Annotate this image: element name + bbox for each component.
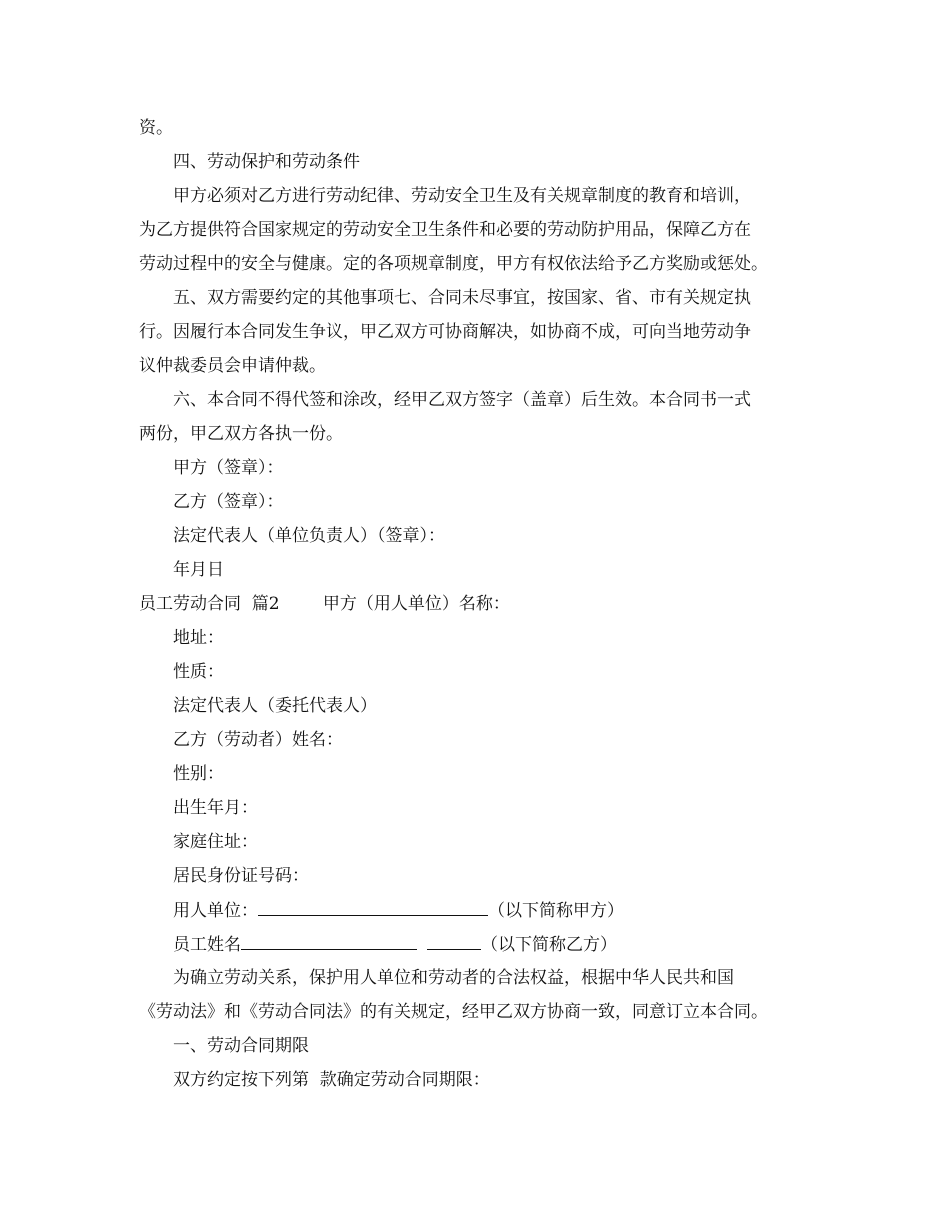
employee-fill-line [139, 927, 821, 961]
field-legal-rep: 法定代表人（委托代表人） [173, 696, 377, 716]
signature-party-b: 乙方（签章）： [173, 492, 284, 512]
employee-label: 员工姓名 [173, 935, 241, 955]
paragraph-line: 劳动过程中的安全与健康。定的各项规章制度，甲方有权依法给予乙方奖励或惩处。 [139, 254, 768, 274]
employee-blank-1[interactable] [241, 927, 417, 950]
signature-legal-rep: 法定代表人（单位负责人）（签章）： [173, 526, 445, 546]
field-employee-name: 乙方（劳动者）姓名： [173, 730, 343, 750]
section-heading: 四、劳动保护和劳动条件 [173, 152, 360, 172]
field-address: 地址： [173, 628, 224, 648]
contract-body [139, 111, 821, 1097]
paragraph-line: 五、双方需要约定的其他事项七、合同未尽事宜，按国家、省、市有关规定执 [173, 288, 751, 308]
field-birth: 出生年月： [173, 798, 258, 818]
paragraph-line: 两份，甲乙双方各执一份。 [139, 424, 343, 444]
field-nature: 性质： [173, 662, 224, 682]
employer-fill-line [139, 893, 821, 927]
paragraph-line: 双方约定按下列第 款确定劳动合同期限： [173, 1070, 490, 1090]
paragraph-line: 为确立劳动关系，保护用人单位和劳动者的合法权益，根据中华人民共和国 [173, 968, 734, 988]
employee-blank-2[interactable] [427, 927, 481, 950]
field-gender: 性别： [173, 764, 224, 784]
employer-blank[interactable] [258, 893, 488, 916]
signature-date: 年月日 [173, 560, 224, 580]
employer-suffix: （以下简称甲方） [488, 901, 624, 921]
contract-2-heading: 员工劳动合同 篇2 甲方（用人单位）名称： [139, 594, 510, 614]
paragraph-line: 《劳动法》和《劳动合同法》的有关规定，经甲乙双方协商一致，同意订立本合同。 [139, 1002, 768, 1022]
paragraph-line: 议仲裁委员会申请仲裁。 [139, 356, 326, 376]
employer-label: 用人单位： [173, 901, 258, 921]
paragraph-line: 行。因履行本合同发生争议，甲乙双方可协商解决，如协商不成，可向当地劳动争 [139, 322, 751, 342]
paragraph-line: 为乙方提供符合国家规定的劳动安全卫生条件和必要的劳动防护用品，保障乙方在 [139, 220, 751, 240]
paragraph-line: 甲方必须对乙方进行劳动纪律、劳动安全卫生及有关规章制度的教育和培训， [173, 186, 751, 206]
employee-suffix: （以下简称乙方） [481, 935, 617, 955]
text-line: 资。 [139, 118, 173, 138]
signature-party-a: 甲方（签章）： [173, 458, 284, 478]
field-home-address: 家庭住址： [173, 832, 258, 852]
field-id-number: 居民身份证号码： [173, 866, 309, 886]
paragraph-line: 六、本合同不得代签和涂改，经甲乙双方签字（盖章）后生效。本合同书一式 [173, 390, 751, 410]
section-heading: 一、劳动合同期限 [173, 1036, 309, 1056]
